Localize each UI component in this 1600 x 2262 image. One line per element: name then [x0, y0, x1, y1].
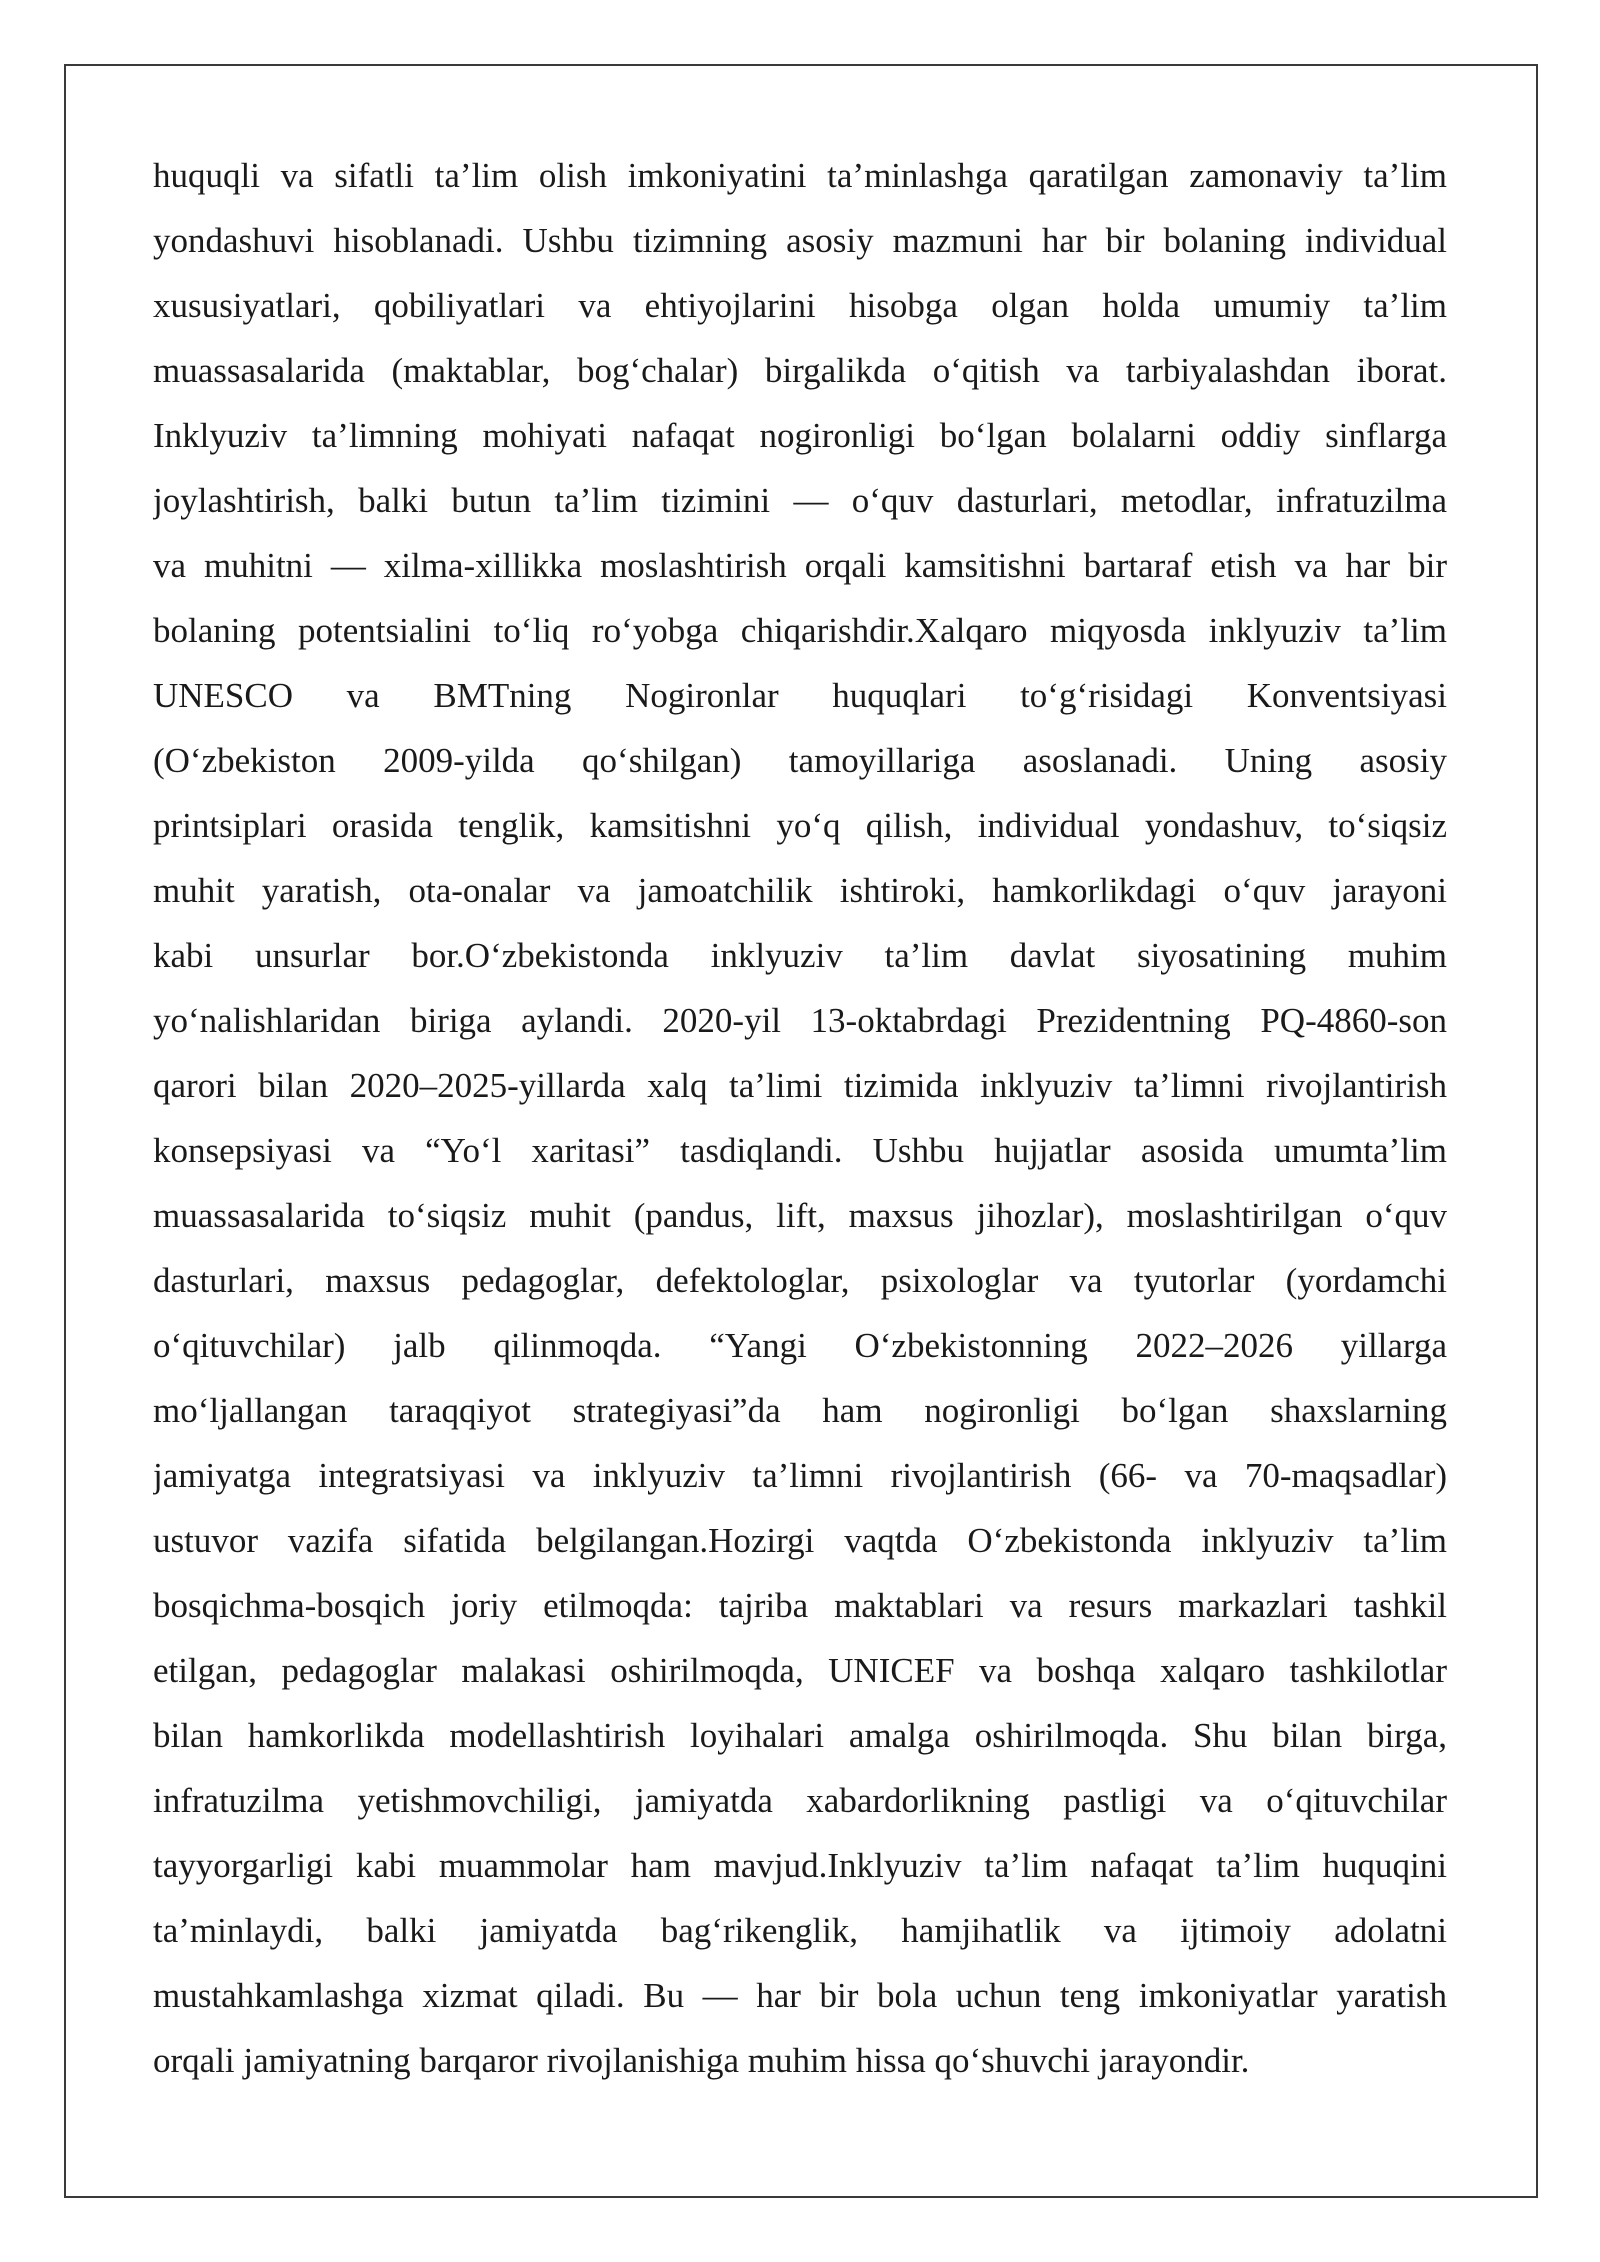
text-line: muassasalarida to‘siqsiz muhit (pandus, lift, maxsus jihozlar), moslashtirilgan o‘quv	[153, 1196, 1447, 1235]
text-line: infratuzilma yetishmovchiligi, jamiyatda xabardorlikning pastligi va o‘qituvchilar	[153, 1781, 1447, 1820]
text-line: xususiyatlari, qobiliyatlari va ehtiyojlarini hisobga olgan holda umumiy ta’lim	[153, 286, 1447, 325]
text-line: bolaning potentsialini to‘liq ro‘yobga chiqarishdir.Xalqaro miqyosda inklyuziv ta’lim	[153, 611, 1447, 650]
text-line-last: orqali jamiyatning barqaror rivojlanishiga muhim hissa qo‘shuvchi jarayondir.	[153, 2041, 1250, 2080]
text-line: yo‘nalishlaridan biriga aylandi. 2020-yil 13-oktabrdagi Prezidentning PQ-4860-son	[153, 1001, 1447, 1040]
text-line: UNESCO va BMTning Nogironlar huquqlari to‘g‘risidagi Konventsiyasi	[153, 676, 1447, 715]
text-line: (O‘zbekiston 2009-yilda qo‘shilgan) tamoyillariga asoslanadi. Uning asosiy	[153, 741, 1447, 780]
text-line: ta’minlaydi, balki jamiyatda bag‘rikenglik, hamjihatlik va ijtimoiy adolatni	[153, 1911, 1447, 1950]
text-line: etilgan, pedagoglar malakasi oshirilmoqda, UNICEF va boshqa xalqaro tashkilotlar	[153, 1651, 1447, 1690]
text-line: bilan hamkorlikda modellashtirish loyihalari amalga oshirilmoqda. Shu bilan birga,	[153, 1716, 1447, 1755]
text-line: mo‘ljallangan taraqqiyot strategiyasi”da ham nogironligi bo‘lgan shaxslarning	[153, 1391, 1447, 1430]
text-line: huquqli va sifatli ta’lim olish imkoniyatini ta’minlashga qaratilgan zamonaviy ta’lim	[153, 156, 1447, 195]
text-line: Inklyuziv ta’limning mohiyati nafaqat nogironligi bo‘lgan bolalarni oddiy sinflarga	[153, 416, 1447, 455]
text-line: mustahkamlashga xizmat qiladi. Bu — har bir bola uchun teng imkoniyatlar yaratish	[153, 1976, 1447, 2015]
text-line: bosqichma-bosqich joriy etilmoqda: tajriba maktablari va resurs markazlari tashkil	[153, 1586, 1447, 1625]
text-line: muassasalarida (maktablar, bog‘chalar) birgalikda o‘qitish va tarbiyalashdan iborat.	[153, 351, 1447, 390]
text-line: printsiplari orasida tenglik, kamsitishni yo‘q qilish, individual yondashuv, to‘siqsiz	[153, 806, 1447, 845]
text-line: ustuvor vazifa sifatida belgilangan.Hozirgi vaqtda O‘zbekistonda inklyuziv ta’lim	[153, 1521, 1447, 1560]
body-paragraph	[153, 143, 1447, 2093]
text-line: joylashtirish, balki butun ta’lim tizimini — o‘quv dasturlari, metodlar, infratuzilma	[153, 481, 1447, 520]
text-line: jamiyatga integratsiyasi va inklyuziv ta’limni rivojlantirish (66- va 70-maqsadlar)	[153, 1456, 1447, 1495]
text-line: tayyorgarligi kabi muammolar ham mavjud.Inklyuziv ta’lim nafaqat ta’lim huquqini	[153, 1846, 1447, 1885]
text-line: muhit yaratish, ota-onalar va jamoatchilik ishtiroki, hamkorlikdagi o‘quv jarayoni	[153, 871, 1447, 910]
text-line: yondashuvi hisoblanadi. Ushbu tizimning asosiy mazmuni har bir bolaning individual	[153, 221, 1447, 260]
text-line: va muhitni — xilma-xillikka moslashtirish orqali kamsitishni bartaraf etish va har bir	[153, 546, 1447, 585]
text-line: kabi unsurlar bor.O‘zbekistonda inklyuziv ta’lim davlat siyosatining muhim	[153, 936, 1447, 975]
text-line: qarori bilan 2020–2025-yillarda xalq ta’limi tizimida inklyuziv ta’limni rivojlantirish	[153, 1066, 1447, 1105]
text-line: dasturlari, maxsus pedagoglar, defektologlar, psixologlar va tyutorlar (yordamchi	[153, 1261, 1447, 1300]
text-line: konsepsiyasi va “Yo‘l xaritasi” tasdiqlandi. Ushbu hujjatlar asosida umumta’lim	[153, 1131, 1447, 1170]
text-line: o‘qituvchilar) jalb qilinmoqda. “Yangi O‘zbekistonning 2022–2026 yillarga	[153, 1326, 1447, 1365]
